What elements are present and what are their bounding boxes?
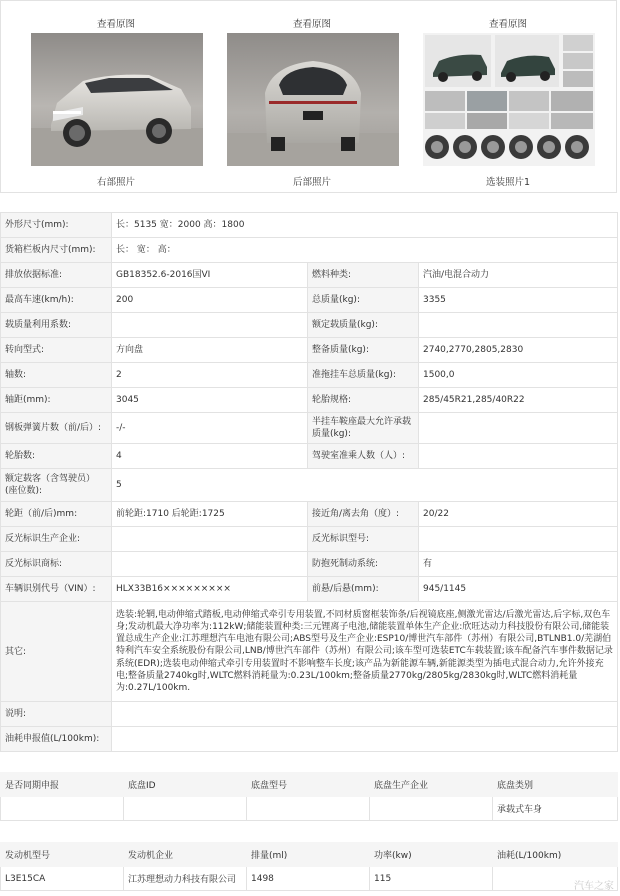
spec-label: 转向型式: xyxy=(1,338,112,363)
photo-rear xyxy=(222,1,402,194)
spec-label: 载质量利用系数: xyxy=(1,313,112,338)
column-header: 功率(kw) xyxy=(370,843,493,867)
spec-label: 燃料种类: xyxy=(308,263,419,288)
photo-right xyxy=(26,1,206,194)
column-header: 底盘类别 xyxy=(493,773,618,797)
spec-value xyxy=(112,527,308,552)
spec-label: 其它: xyxy=(1,602,112,702)
spec-value: GB18352.6-2016国VI xyxy=(112,263,308,288)
spec-value: 5 xyxy=(112,469,618,502)
spec-value xyxy=(112,313,308,338)
table-cell: L3E15CA xyxy=(1,867,124,891)
car-options-collage-photo[interactable] xyxy=(423,33,595,166)
spec-label: 车辆识别代号（VIN）: xyxy=(1,577,112,602)
spec-value: -/- xyxy=(112,413,308,444)
table-cell: 115 xyxy=(370,867,493,891)
spec-label: 钢板弹簧片数（前/后）: xyxy=(1,413,112,444)
spec-value xyxy=(419,527,618,552)
table-row xyxy=(1,388,618,413)
spec-value: HLX33B16××××××××× xyxy=(112,577,308,602)
spec-value xyxy=(112,552,308,577)
photo-caption: 选装照片1 xyxy=(485,177,531,188)
table-row xyxy=(1,502,618,527)
spec-label: 总质量(kg): xyxy=(308,288,419,313)
spec-label: 前悬/后悬(mm): xyxy=(308,577,419,602)
spec-label: 外形尺寸(mm): xyxy=(1,213,112,238)
column-header: 排量(ml) xyxy=(247,843,370,867)
spec-label: 防抱死制动系统: xyxy=(308,552,419,577)
table-cell xyxy=(247,797,370,821)
spec-value: 3355 xyxy=(419,288,618,313)
chassis-table xyxy=(0,772,618,821)
table-row xyxy=(1,288,618,313)
spec-label: 半挂车鞍座最大允许承载质量(kg): xyxy=(308,413,419,444)
photo-options xyxy=(418,1,598,194)
spec-value: 前轮距:1710 后轮距:1725 xyxy=(112,502,308,527)
table-row xyxy=(1,444,618,469)
spec-value: 20/22 xyxy=(419,502,618,527)
spec-label: 额定载质量(kg): xyxy=(308,313,419,338)
spec-value: 2 xyxy=(112,363,308,388)
table-cell: 1498 xyxy=(247,867,370,891)
spec-table xyxy=(0,212,618,752)
spec-value xyxy=(112,702,618,727)
table-cell xyxy=(370,797,493,821)
column-header: 是否同期申报 xyxy=(1,773,124,797)
spec-label: 反光标识生产企业: xyxy=(1,527,112,552)
spec-value: 3045 xyxy=(112,388,308,413)
spec-value xyxy=(112,727,618,752)
spec-label: 额定载客（含驾驶员）(座位数): xyxy=(1,469,112,502)
table-row xyxy=(1,552,618,577)
view-original-link[interactable]: 查看原图 xyxy=(292,19,331,30)
table-row xyxy=(1,413,618,444)
photo-caption: 右部照片 xyxy=(96,177,135,188)
column-header: 底盘生产企业 xyxy=(370,773,493,797)
spec-value: 有 xyxy=(419,552,618,577)
table-cell: 江苏理想动力科技有限公司 xyxy=(124,867,247,891)
table-row xyxy=(1,797,618,821)
spec-label: 轴数: xyxy=(1,363,112,388)
spec-value: 方向盘 xyxy=(112,338,308,363)
table-row xyxy=(1,263,618,288)
spec-label: 最高车速(km/h): xyxy=(1,288,112,313)
watermark: 汽车之家 xyxy=(574,881,614,892)
spec-value xyxy=(419,413,618,444)
spec-label: 说明: xyxy=(1,702,112,727)
engine-table xyxy=(0,842,618,891)
table-row xyxy=(1,313,618,338)
car-rear-photo[interactable] xyxy=(227,33,399,166)
table-header-row xyxy=(1,773,618,797)
column-header: 底盘ID xyxy=(124,773,247,797)
view-original-link[interactable]: 查看原图 xyxy=(96,19,135,30)
table-row xyxy=(1,213,618,238)
photo-caption: 后部照片 xyxy=(292,177,331,188)
table-row xyxy=(1,527,618,552)
spec-value: 945/1145 xyxy=(419,577,618,602)
spec-label: 油耗申报值(L/100km): xyxy=(1,727,112,752)
table-row xyxy=(1,602,618,702)
spec-label: 整备质量(kg): xyxy=(308,338,419,363)
table-row xyxy=(1,867,618,891)
spec-label: 轴距(mm): xyxy=(1,388,112,413)
spec-value: 选装:轮辋,电动伸缩式踏板,电动伸缩式牵引专用装置,不同材质窗框装饰条/后视镜底座,侧激光雷达/后激光雷达,后字标,双色车身;发动机最大净功率为:112kW;储能装置种类:三元锂离子电池,储能装置单体生产企业:欣旺达动力科技股份有限公司,储能装置总成生产企业:江苏理想汽车电池有限公司;ABS型号及生产企业:ESP10/博世汽车部件（苏州）有限公司,BTLNB1.0/芜湖伯特利汽车安全系统股份有限公司,LNB/博世汽车部件（苏州）有限公司;该车型可选装ETC车载装置;该车配备汽车事件数据记录系统(EDR);选装电动伸缩式牵引专用装置时不影响整车长度;该产品为新能源车辆,新能源类型为插电式混合动力,允许外接充电;整备质量2740kg时,WLTC燃料消耗量为:0.23L/100km;整备质量2770kg/2805kg/2830kg时,WLTC燃料消耗量为:0.27L/100km. xyxy=(112,602,618,702)
spec-label: 反光标识商标: xyxy=(1,552,112,577)
table-cell: 承载式车身 xyxy=(493,797,618,821)
spec-label: 轮胎数: xyxy=(1,444,112,469)
column-header: 发动机企业 xyxy=(124,843,247,867)
table-cell xyxy=(1,797,124,821)
table-header-row xyxy=(1,843,618,867)
table-row xyxy=(1,338,618,363)
spec-label: 排放依据标准: xyxy=(1,263,112,288)
spec-label: 反光标识型号: xyxy=(308,527,419,552)
table-row xyxy=(1,702,618,727)
spec-value: 200 xyxy=(112,288,308,313)
table-row xyxy=(1,727,618,752)
table-row xyxy=(1,469,618,502)
photo-panel xyxy=(0,0,617,193)
spec-value: 长： 宽： 高： xyxy=(112,238,618,263)
spec-label: 货箱栏板内尺寸(mm): xyxy=(1,238,112,263)
view-original-link[interactable]: 查看原图 xyxy=(488,19,527,30)
spec-label: 驾驶室准乘人数（人）: xyxy=(308,444,419,469)
table-row xyxy=(1,238,618,263)
car-front-three-quarter-photo[interactable] xyxy=(31,33,203,166)
spec-value: 2740,2770,2805,2830 xyxy=(419,338,618,363)
spec-value: 汽油/电混合动力 xyxy=(419,263,618,288)
spec-value: 长：5135 宽：2000 高：1800 xyxy=(112,213,618,238)
spec-value xyxy=(419,444,618,469)
column-header: 发动机型号 xyxy=(1,843,124,867)
table-row xyxy=(1,577,618,602)
column-header: 底盘型号 xyxy=(247,773,370,797)
spec-value: 4 xyxy=(112,444,308,469)
spec-label: 准拖挂车总质量(kg): xyxy=(308,363,419,388)
spec-value xyxy=(419,313,618,338)
spec-label: 轮距（前/后)mm: xyxy=(1,502,112,527)
spec-label: 轮胎规格: xyxy=(308,388,419,413)
spec-value: 1500,0 xyxy=(419,363,618,388)
spec-label: 接近角/离去角（度）: xyxy=(308,502,419,527)
table-cell xyxy=(124,797,247,821)
spec-value: 285/45R21,285/40R22 xyxy=(419,388,618,413)
column-header: 油耗(L/100km) xyxy=(493,843,618,867)
table-row xyxy=(1,363,618,388)
